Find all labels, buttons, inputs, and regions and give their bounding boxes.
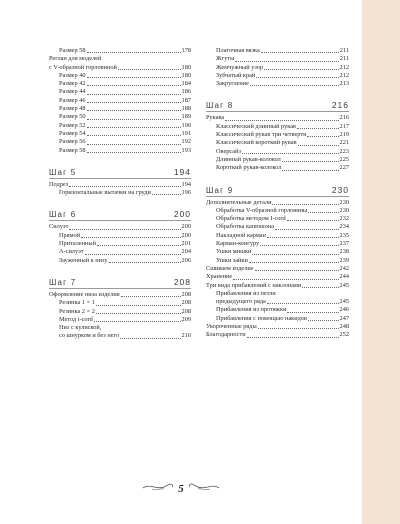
decorative-side-stripe: [362, 0, 400, 524]
toc-entry: [49, 55, 191, 63]
dot-leader: [87, 94, 181, 95]
dot-leader: [152, 194, 181, 195]
toc-entry: [206, 273, 349, 281]
toc-entry: [206, 131, 349, 139]
flourish-left-icon: [142, 482, 174, 492]
toc-entry-title: Карман-кенгуру: [216, 240, 260, 248]
step5-heading: [49, 168, 191, 179]
step5-page: 194: [173, 166, 191, 177]
toc-entry-page: 208: [181, 307, 191, 315]
dot-leader: [118, 69, 181, 70]
dot-leader: [260, 245, 338, 246]
toc-entry-page: 245: [339, 298, 349, 306]
dot-leader: [297, 128, 339, 129]
toc-entry-page: 221: [339, 139, 349, 147]
toc-entry-page: 187: [181, 96, 191, 104]
toc-entry-page: 212: [339, 71, 349, 79]
dot-leader: [87, 52, 181, 53]
toc-entry: [206, 47, 349, 55]
toc-entry: [49, 47, 191, 55]
dot-leader: [252, 254, 338, 255]
toc-entry-title: Резинка 2 × 2: [59, 307, 95, 315]
toc-entry-page: 191: [181, 129, 191, 137]
toc-entry-title: Зауженный к низу: [59, 256, 108, 264]
dot-leader: [87, 85, 181, 86]
dot-leader: [87, 152, 181, 153]
toc-entry-page: 230: [339, 198, 349, 206]
toc-entry-page: 237: [339, 240, 349, 248]
dot-leader: [94, 321, 181, 322]
toc-entry-title: Резинка 1 × 1: [59, 299, 95, 307]
toc-entry-title: Закругление: [216, 80, 249, 88]
toc-entry-page: 235: [339, 231, 349, 239]
dot-leader: [282, 161, 339, 162]
toc-entry-title: А-силуэт: [59, 248, 84, 256]
toc-entry: [49, 316, 191, 324]
dot-leader: [109, 262, 181, 263]
toc-entry-title: Размер 42: [59, 80, 86, 88]
toc-entry: [49, 138, 191, 146]
dot-leader: [233, 279, 338, 280]
step8-label: Шаг 8: [206, 101, 234, 111]
toc-entry-page: 216: [339, 114, 349, 122]
step6-label: Шаг 6: [49, 210, 77, 220]
dot-leader: [249, 262, 339, 263]
toc-entry: [206, 164, 349, 172]
dot-leader: [255, 270, 339, 271]
toc-entry: [49, 299, 191, 307]
toc-entry: [49, 332, 191, 340]
dot-leader: [272, 204, 338, 205]
toc-entry-title: Обработка капюшона: [216, 223, 274, 231]
toc-entry-title: Благодарности: [206, 331, 246, 339]
dot-leader: [258, 328, 339, 329]
dot-leader: [85, 254, 181, 255]
toc-entry-page: 200: [181, 223, 191, 231]
step7-heading: [49, 278, 191, 289]
dot-leader: [87, 110, 181, 111]
dot-leader: [87, 135, 181, 136]
dot-leader: [302, 287, 338, 288]
dot-leader: [275, 229, 339, 230]
toc-entry: [206, 223, 349, 231]
toc-entry-title: Приталенный: [59, 240, 97, 248]
toc-entry-page: 209: [181, 315, 191, 323]
toc-entry-page: 180: [181, 71, 191, 79]
toc-entry-title: Прибавления из петли: [216, 289, 276, 297]
toc-entry-page: 245: [339, 281, 349, 289]
toc-entry-page: 227: [339, 164, 349, 172]
toc-entry-page: 193: [181, 146, 191, 154]
dot-leader: [261, 52, 339, 53]
dot-leader: [267, 237, 339, 238]
toc-entry-page: 190: [181, 121, 191, 129]
toc-entry-title: Оформление низа изделия: [49, 290, 120, 298]
dot-leader: [120, 338, 180, 339]
toc-entry: [206, 315, 349, 323]
toc-entry: [206, 64, 349, 72]
step6-page: 200: [173, 209, 191, 220]
toc-entry: [49, 88, 191, 96]
toc-entry: [49, 97, 191, 105]
toc-entry-title: Силуэт: [49, 223, 69, 231]
toc-entry: [49, 64, 191, 72]
toc-entry-page: 234: [339, 223, 349, 231]
toc-entry: [206, 114, 349, 122]
toc-entry-page: 211: [339, 47, 349, 54]
dot-leader: [287, 220, 339, 221]
step8-heading: [206, 101, 349, 112]
toc-entry-page: 208: [181, 299, 191, 307]
toc-entry-title: Подрез: [49, 180, 69, 188]
step6-heading: [49, 210, 191, 221]
toc-entry-title: Размер 48: [59, 105, 86, 113]
toc-entry-page: 230: [339, 206, 349, 214]
dot-leader: [247, 337, 339, 338]
toc-entry-title: Горизонтальные вытачки на груди: [59, 189, 151, 197]
toc-entry: [49, 232, 191, 240]
page-number: 5: [178, 483, 184, 495]
toc-entry-page: 252: [339, 331, 349, 339]
dot-leader: [225, 120, 338, 121]
step5-label: Шаг 5: [49, 167, 77, 177]
toc-entry-title: Размер 54: [59, 129, 86, 137]
toc-entry-page: 246: [339, 306, 349, 314]
toc-entry-page: 208: [181, 290, 191, 298]
toc-entry-title: Прибавления из протяжки: [216, 306, 287, 314]
toc-entry-title: Жгуты: [216, 55, 235, 63]
toc-entry: [206, 240, 349, 248]
toc-entry-page: 194: [181, 180, 191, 188]
toc-entry-title: со шнурком и без него: [59, 332, 120, 340]
toc-entry: [49, 257, 191, 265]
toc-entry-title: Обработка V-образной горловины: [216, 206, 308, 214]
step5-entries: [49, 181, 191, 198]
toc-entry-title: Размер 58: [59, 146, 86, 154]
toc-entry: [206, 80, 349, 88]
step9-entries: [206, 199, 349, 340]
toc-entry-title: Жемчужный узор: [216, 63, 264, 71]
toc-entry: [49, 72, 191, 80]
step9-label: Шаг 9: [206, 185, 234, 195]
toc-entry-page: 238: [339, 248, 349, 256]
toc-entry: [206, 282, 349, 290]
flourish-right-icon: [188, 482, 220, 492]
toc-entry: [49, 181, 191, 189]
toc-entry-page: 189: [181, 113, 191, 121]
dot-leader: [69, 229, 180, 230]
dot-leader: [267, 303, 339, 304]
toc-entry: [206, 257, 349, 265]
toc-entry: [206, 148, 349, 156]
toc-entry-title: Низ с кулиской,: [59, 324, 102, 332]
toc-entry: [206, 72, 349, 80]
step7-page: 208: [173, 276, 191, 287]
toc-entry: [49, 130, 191, 138]
toc-entry-title: Дополнительные детали: [206, 198, 272, 206]
toc-entry-title: Ушки мишки: [216, 248, 252, 256]
dot-leader: [250, 85, 339, 86]
toc-entry-title: Рукава: [206, 114, 225, 122]
toc-entry-title: Сшиваем изделие: [206, 264, 254, 272]
toc-entry-title: Оверсайз: [216, 147, 241, 155]
dot-leader: [81, 237, 180, 238]
dot-leader: [298, 145, 339, 146]
dot-leader: [87, 102, 181, 103]
toc-entry-page: 186: [181, 88, 191, 96]
toc-entry-page: 211: [339, 55, 349, 63]
toc-right-top-group: [206, 47, 349, 88]
toc-entry-page: 212: [339, 63, 349, 71]
step9-heading: [206, 186, 349, 197]
toc-entry: [206, 156, 349, 164]
toc-entry-title: Размер 44: [59, 88, 86, 96]
toc-entry: [206, 139, 349, 147]
toc-entry-page: 206: [181, 256, 191, 264]
dot-leader: [235, 61, 338, 62]
dot-leader: [308, 212, 338, 213]
toc-entry-title: Прямой: [59, 231, 81, 239]
toc-entry: [206, 298, 349, 306]
toc-entry: [49, 240, 191, 248]
toc-entry-title: Размер 52: [59, 121, 86, 129]
dot-leader: [69, 186, 180, 187]
toc-entry: [49, 122, 191, 130]
toc-entry-title: Платочная вязка: [216, 47, 260, 54]
toc-entry-title: Классический длинный рукав: [216, 122, 296, 130]
toc-entry: [206, 232, 349, 240]
step8-entries: [206, 114, 349, 172]
toc-entry: [206, 323, 349, 331]
toc-entry: [49, 308, 191, 316]
dot-leader: [97, 245, 181, 246]
toc-entry-title: Метод i-cord: [59, 315, 93, 323]
toc-entry-title: Прибавления с помощью накидов: [216, 314, 307, 322]
dot-leader: [87, 119, 181, 120]
toc-right-column: [206, 47, 349, 340]
toc-entry-title: Ушки зайки: [216, 256, 248, 264]
toc-entry-title: Укороченные ряды: [206, 323, 257, 331]
dot-leader: [308, 320, 339, 321]
toc-entry-title: Размер 40: [59, 71, 86, 79]
toc-entry-title: Размер 46: [59, 96, 86, 104]
toc-entry: [49, 223, 191, 231]
step8-page: 216: [331, 100, 349, 111]
toc-entry: [49, 147, 191, 155]
toc-entry-title: Размер 56: [59, 138, 86, 146]
toc-entry-page: 225: [339, 155, 349, 163]
toc-entry-title: Размер 58: [59, 47, 86, 54]
toc-entry-page: 192: [181, 138, 191, 146]
toc-entry: [206, 331, 349, 339]
toc-entry-page: 223: [339, 147, 349, 155]
dot-leader: [87, 77, 181, 78]
toc-entry-title: Зубчатый край: [216, 71, 256, 79]
toc-entry-page: 248: [339, 323, 349, 331]
toc-entry: [49, 80, 191, 88]
dot-leader: [307, 136, 338, 137]
toc-entry: [49, 113, 191, 121]
toc-entry: [49, 291, 191, 299]
toc-entry-page: 219: [339, 131, 349, 139]
toc-entry-title: Классический рукав три четверти: [216, 131, 307, 139]
toc-entry-title: Короткий рукав-колокол: [216, 164, 282, 172]
toc-entry-page: 196: [181, 189, 191, 197]
dot-leader: [242, 153, 339, 154]
toc-entry: [206, 55, 349, 63]
toc-entry-page: 178: [181, 47, 191, 54]
dot-leader: [256, 77, 338, 78]
toc-left-top-group: [49, 47, 191, 155]
toc-entry: [49, 189, 191, 197]
step7-entries: [49, 291, 191, 341]
dot-leader: [264, 69, 338, 70]
toc-entry-page: 242: [339, 264, 349, 272]
toc-entry-page: 244: [339, 273, 349, 281]
toc-entry-title: Классический короткий рукав: [216, 139, 297, 147]
toc-entry-title: Реглан для моделей: [49, 55, 102, 63]
toc-entry: [206, 265, 349, 273]
toc-entry-title: Длинный рукав-колокол: [216, 155, 281, 163]
dot-leader: [282, 170, 338, 171]
dot-leader: [87, 127, 181, 128]
toc-entry-title: Хранение: [206, 273, 233, 281]
dot-leader: [96, 305, 181, 306]
toc-entry-page: 213: [339, 80, 349, 88]
toc-entry-title: предыдущего ряда: [216, 298, 266, 306]
toc-entry-page: 247: [339, 314, 349, 322]
toc-entry: [206, 290, 349, 298]
dot-leader: [287, 312, 338, 313]
toc-entry-page: 217: [339, 122, 349, 130]
step9-page: 230: [331, 184, 349, 195]
toc-entry-page: 239: [339, 256, 349, 264]
toc-entry-page: 204: [181, 248, 191, 256]
toc-entry-title: Накладной карман: [216, 231, 266, 239]
toc-entry: [206, 207, 349, 215]
toc-entry-page: 184: [181, 80, 191, 88]
toc-entry: [49, 324, 191, 332]
toc-entry-page: 210: [181, 332, 191, 340]
toc-entry-title: с V-образной горловиной: [49, 63, 117, 71]
toc-entry: [206, 199, 349, 207]
step6-entries: [49, 223, 191, 264]
toc-entry: [206, 215, 349, 223]
toc-entry: [206, 123, 349, 131]
dot-leader: [96, 313, 181, 314]
dot-leader: [87, 144, 181, 145]
toc-entry-page: 188: [181, 105, 191, 113]
dot-leader: [121, 296, 181, 297]
toc-entry-page: 200: [181, 231, 191, 239]
toc-left-column: [49, 47, 191, 341]
toc-entry: [49, 105, 191, 113]
toc-entry: [206, 248, 349, 256]
step7-label: Шаг 7: [49, 277, 77, 287]
toc-entry-page: 232: [339, 215, 349, 223]
toc-entry: [206, 306, 349, 314]
toc-entry-title: Обработка методом I-cord: [216, 215, 286, 223]
toc-entry-title: Три вида прибавлений с наклонами: [206, 281, 302, 289]
toc-entry-page: 201: [181, 240, 191, 248]
toc-entry: [49, 248, 191, 256]
page-footer: [0, 478, 362, 498]
toc-entry-title: Размер 50: [59, 113, 86, 121]
toc-entry-page: 180: [181, 63, 191, 71]
